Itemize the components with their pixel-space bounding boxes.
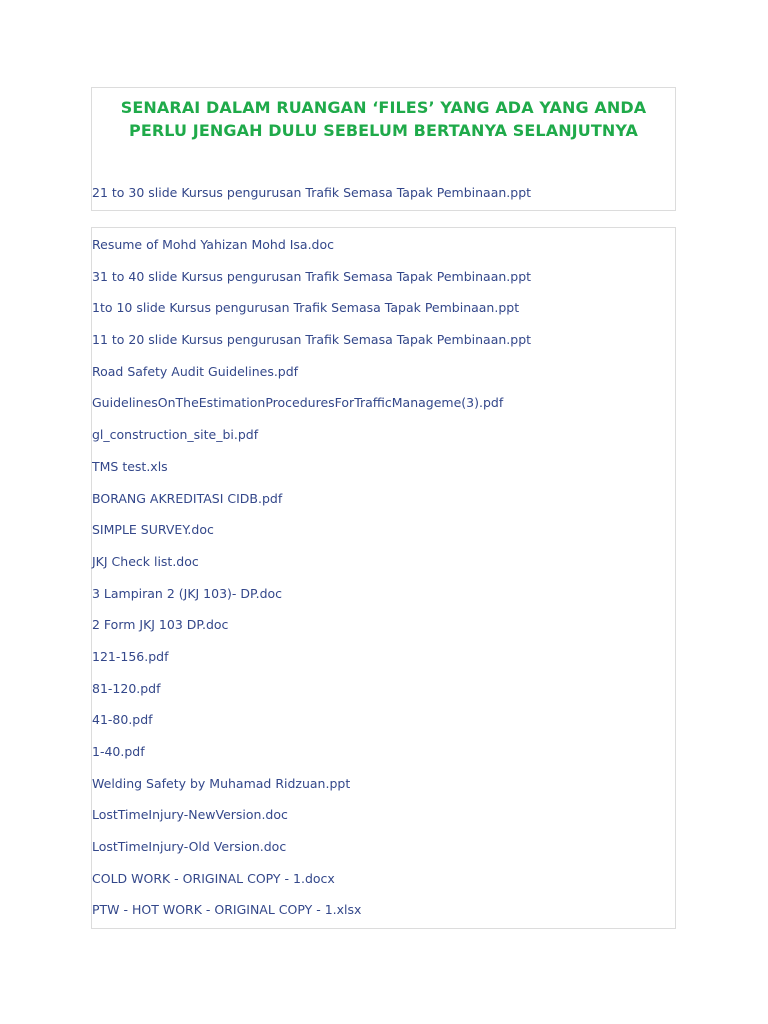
file-link[interactable]: JKJ Check list.doc [92, 553, 199, 569]
file-link-top[interactable]: 21 to 30 slide Kursus pengurusan Trafik Semasa Tapak Pembinaan.ppt [92, 185, 532, 200]
page-title [92, 96, 675, 142]
file-link[interactable]: Resume of Mohd Yahizan Mohd Isa.doc [92, 237, 335, 252]
file-link[interactable]: 2 Form JKJ 103 DP.doc [92, 617, 229, 633]
file-link[interactable]: Road Safety Audit Guidelines.pdf [92, 363, 299, 379]
file-link[interactable]: 1to 10 slide Kursus pengurusan Trafik Semasa Tapak Pembinaan.ppt [92, 300, 520, 316]
file-link[interactable]: Welding Safety by Muhamad Ridzuan.ppt [92, 775, 351, 791]
file-link[interactable]: gl_construction_site_bi.pdf [92, 427, 259, 443]
header-box [91, 87, 676, 211]
file-link[interactable]: LostTimeInjury-NewVersion.doc [92, 807, 288, 823]
page-title-line-2: PERLU JENGAH DULU SEBELUM BERTANYA SELANJUTNYA [129, 121, 638, 140]
file-link[interactable]: 81-120.pdf [92, 680, 161, 696]
file-link[interactable]: 3 Lampiran 2 (JKJ 103)- DP.doc [92, 585, 283, 601]
file-link[interactable]: SIMPLE SURVEY.doc [92, 522, 214, 538]
file-link[interactable]: GuidelinesOnTheEstimationProceduresForTrafficManageme(3).pdf [92, 395, 504, 411]
file-link[interactable]: 41-80.pdf [92, 712, 153, 728]
file-link[interactable]: 1-40.pdf [92, 744, 145, 759]
file-link[interactable]: 11 to 20 slide Kursus pengurusan Trafik Semasa Tapak Pembinaan.ppt [92, 332, 532, 348]
file-link[interactable]: 31 to 40 slide Kursus pengurusan Trafik Semasa Tapak Pembinaan.ppt [92, 268, 532, 284]
file-list [92, 237, 675, 934]
file-link[interactable]: LostTimeInjury-Old Version.doc [92, 839, 287, 855]
file-link[interactable]: BORANG AKREDITASI CIDB.pdf [92, 490, 283, 506]
file-link[interactable]: PTW - HOT WORK - ORIGINAL COPY - 1.xlsx [92, 902, 362, 918]
file-link[interactable]: TMS test.xls [92, 458, 168, 474]
file-link[interactable]: 121-156.pdf [92, 648, 169, 664]
file-list-box [91, 227, 676, 929]
page-title-line-1: SENARAI DALAM RUANGAN ‘FILES’ YANG ADA YANG ANDA [120, 98, 647, 117]
file-link[interactable]: COLD WORK - ORIGINAL COPY - 1.docx [92, 870, 335, 886]
